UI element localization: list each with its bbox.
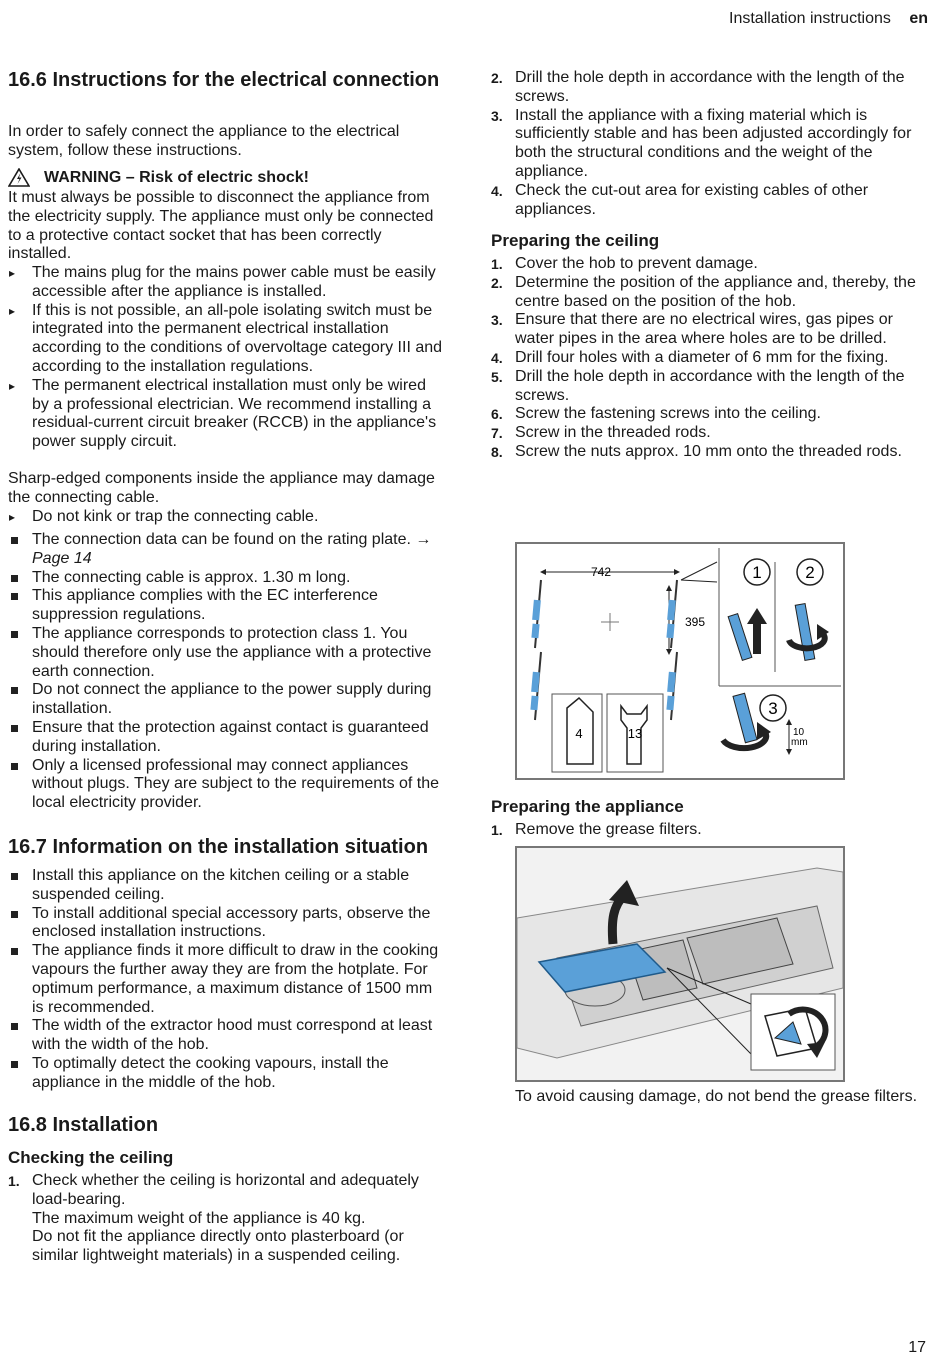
warning-steps: [8, 264, 444, 452]
step-note: Do not fit the appliance directly onto plasterboard (or similar lightweight materials) in a suspended ceiling.: [32, 1228, 404, 1265]
ceiling-drilling-diagram: [517, 544, 843, 778]
list-item: ▸ The permanent electrical installation must only be wired by a professional electrician. We recommend installing a residual-current circuit breaker (RCCB) in the appliance's power supply circuit.: [8, 377, 444, 452]
step-text: Install the appliance with a fixing material which is sufficiently stable and has been adjusted accordingly for both the structural conditions and the weight of the appliance.: [515, 106, 912, 180]
step-number: 1.: [8, 1173, 20, 1189]
step-number: 5.: [491, 368, 503, 385]
step-number: 7.: [491, 425, 503, 442]
checking-ceiling-steps-continued: [491, 69, 923, 219]
list-item: The width of the extractor hood must correspond at least with the width of the hob.: [8, 1017, 444, 1055]
width-dimension-label: 742: [590, 565, 612, 579]
section-16-8-heading: 16.8 Installation: [8, 1114, 159, 1136]
list-item-text: The connection data can be found on the rating plate.: [32, 531, 411, 548]
preparing-appliance-steps: [491, 821, 923, 840]
list-item: [8, 1172, 444, 1266]
height-dimension-label: 395: [685, 615, 706, 629]
list-item: [491, 368, 923, 406]
step-note: The maximum weight of the appliance is 40 kg.: [32, 1209, 366, 1227]
list-item: [491, 424, 923, 443]
list-item: Only a licensed professional may connect appliances without plugs. They are subject to the requirements of the local electricity provider.: [8, 757, 444, 813]
step-text: Ensure that there are no electrical wires, gas pipes or water pipes in the area where holes are to be drilled.: [515, 311, 893, 348]
step-number: 1.: [491, 256, 503, 272]
wrench-size-label: 13: [627, 726, 643, 741]
section-16-6-intro: In order to safely connect the appliance to the electrical system, follow these instructions.: [8, 123, 400, 159]
preparing-appliance-heading: Preparing the appliance: [491, 797, 684, 816]
warning-text: It must always be possible to disconnect the appliance from the electricity supply. The appliance must only be connected to a protective contact socket that has been correctly installed.: [8, 189, 434, 263]
page-header: [729, 10, 928, 28]
section-16-7-heading: 16.7 Information on the installation situation: [8, 836, 429, 858]
threaded-rod-icon: [530, 652, 541, 720]
section-16-6-heading: 16.6 Instructions for the electrical connection: [8, 69, 440, 91]
step-text: Screw the fastening screws into the ceiling.: [515, 405, 821, 423]
step-3-label: 3: [768, 699, 778, 718]
step-number: 1.: [491, 822, 503, 838]
step-text: Drill the hole depth in accordance with the length of the screws.: [515, 367, 905, 404]
list-item: [491, 443, 923, 462]
callout-line: [681, 562, 717, 580]
step-text: Determine the position of the appliance and, thereby, the centre based on the position of the hob.: [515, 273, 916, 310]
step-number: 8.: [491, 443, 503, 460]
ceiling-drilling-figure: [515, 542, 845, 780]
step-text: Cover the hob to prevent damage.: [515, 255, 758, 272]
section-16-6-bullets: [8, 531, 444, 813]
list-item: Ensure that the protection against contact is guaranteed during installation.: [8, 719, 444, 757]
preparing-ceiling-heading: Preparing the ceiling: [491, 231, 660, 250]
step-text: Drill the hole depth in accordance with the length of the screws.: [515, 69, 905, 105]
step-number: 2.: [491, 70, 503, 86]
step-text: Check the cut-out area for existing cables of other appliances.: [515, 181, 869, 218]
grease-filter-figure: [515, 846, 845, 1082]
step-number: 3.: [491, 107, 503, 124]
step-number: 6.: [491, 406, 503, 423]
list-item: The connecting cable is approx. 1.30 m long.: [8, 569, 444, 588]
step-2-label: 2: [805, 563, 815, 582]
grease-filter-diagram: [517, 848, 843, 1080]
list-item: [491, 274, 923, 312]
list-item: Do not connect the appliance to the power supply during installation.: [8, 681, 444, 719]
step-number: 3.: [491, 312, 503, 329]
warning-header: [8, 168, 444, 187]
checking-ceiling-heading: Checking the ceiling: [8, 1148, 174, 1167]
page-number: 17: [908, 1339, 926, 1356]
threaded-rod-icon: [531, 580, 541, 648]
list-item: The appliance corresponds to protection class 1. You should therefore only use the appliance with a protective earth connection.: [8, 625, 444, 681]
step-text: Drill four holes with a diameter of 6 mm for the fixing.: [515, 348, 889, 366]
sharp-edge-steps: [8, 508, 444, 527]
list-item: [8, 531, 444, 569]
warning-title: WARNING – Risk of electric shock!: [44, 169, 309, 186]
list-item: [491, 107, 923, 182]
list-item: [491, 821, 923, 840]
list-item: To install additional special accessory parts, observe the enclosed installation instructions.: [8, 905, 444, 943]
section-16-7-bullets: [8, 867, 444, 1093]
step-text: Screw the nuts approx. 10 mm onto the threaded rods.: [515, 442, 902, 460]
step-number: 2.: [491, 274, 503, 291]
list-item: [491, 349, 923, 368]
list-item: [491, 405, 923, 424]
header-language: en: [909, 10, 928, 27]
list-item: ▸ The mains plug for the mains power cable must be easily accessible after the appliance is installed.: [8, 264, 444, 302]
list-item: The appliance finds it more difficult to draw in the cooking vapours the further away they are from the hotplate. For optimum performance, a maximum distance of 1500 mm is recommended.: [8, 942, 444, 1017]
step-1-label: 1: [752, 563, 762, 582]
list-item: ▸ If this is not possible, an all-pole isolating switch must be integrated into the permanent electrical installation according to the conditions of overvoltage category III and according to the installation regulations.: [8, 302, 444, 377]
rotate-screw-icon: [789, 604, 829, 661]
preparing-ceiling-steps: [491, 255, 923, 462]
screw-up-arrow-icon: [728, 608, 767, 660]
threaded-rod-icon: [666, 580, 677, 648]
grease-filter-caption: To avoid causing damage, do not bend the grease filters.: [515, 1088, 918, 1105]
list-item: This appliance complies with the EC interference suppression regulations.: [8, 587, 444, 625]
list-item: [491, 69, 923, 107]
step-text: Remove the grease filters.: [515, 821, 702, 838]
list-item: [491, 255, 923, 274]
list-item: ▸ Do not kink or trap the connecting cable.: [8, 508, 444, 527]
list-item: To optimally detect the cooking vapours, install the appliance in the middle of the hob.: [8, 1055, 444, 1093]
step-number: 4.: [491, 182, 503, 199]
nut-dimension-unit: mm: [791, 737, 808, 748]
threaded-rod-icon: [666, 652, 677, 720]
list-item: Install this appliance on the kitchen ceiling or a stable suspended ceiling.: [8, 867, 444, 905]
list-item: [491, 182, 923, 220]
drill-size-label: 4: [575, 726, 583, 741]
callout-line: [681, 580, 717, 582]
warning-triangle-icon: [8, 168, 30, 187]
list-item: [491, 311, 923, 349]
step-text: Check whether the ceiling is horizontal and adequately load-bearing.: [32, 1172, 419, 1208]
nut-dimension-value: 10: [793, 727, 805, 738]
sharp-edge-text: Sharp-edged components inside the appliance may damage the connecting cable.: [8, 470, 435, 506]
checking-ceiling-steps: [8, 1172, 444, 1266]
step-number: 4.: [491, 349, 503, 366]
page-reference-link[interactable]: → Page 14: [32, 531, 432, 567]
header-title: Installation instructions: [729, 10, 891, 27]
step-text: Screw in the threaded rods.: [515, 424, 711, 442]
